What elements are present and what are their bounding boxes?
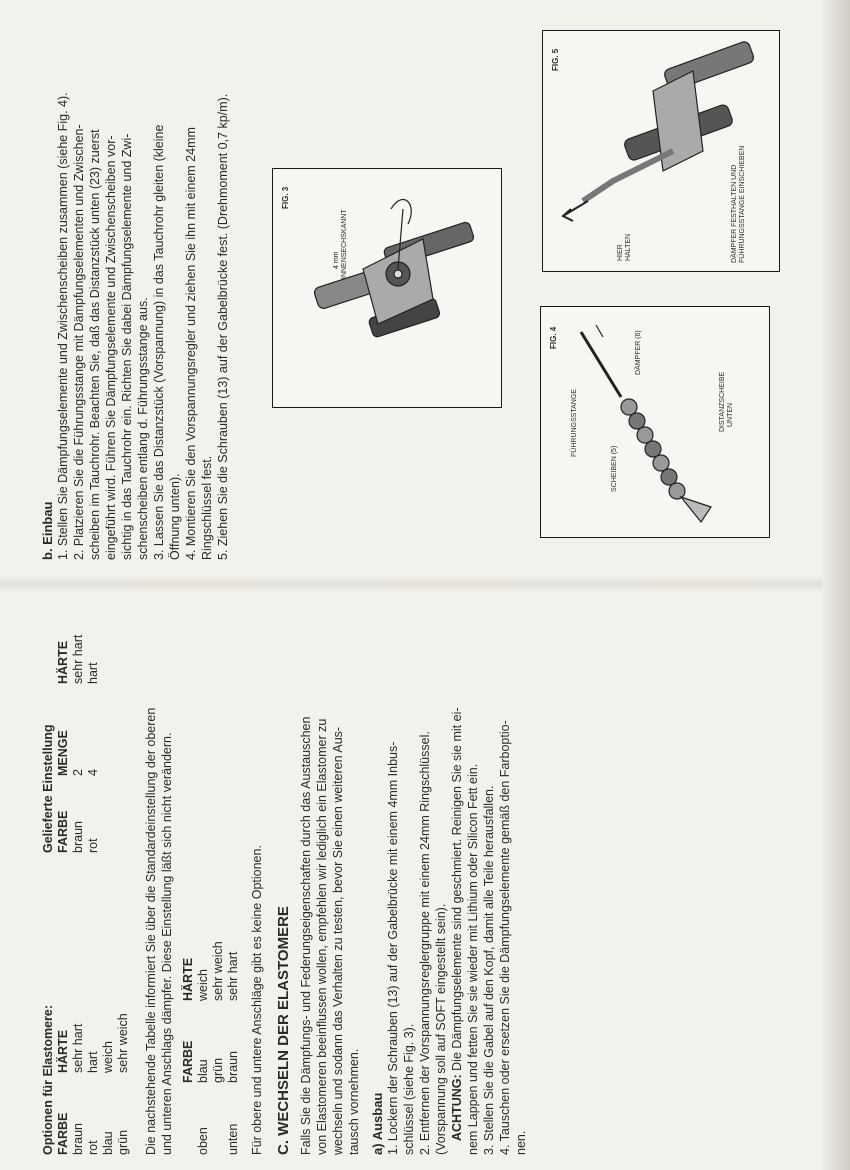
delivered-header: HÄRTE — [56, 640, 70, 684]
delivered-cell: 4 — [86, 769, 100, 776]
delivered-cell: sehr hart — [71, 634, 85, 684]
delivered-cell: braun — [71, 821, 85, 853]
no-options-note: Für obere und untere Anschläge gibt es keine Optionen. — [250, 845, 264, 1155]
figure-3-annotation: INNENSECHSKANNT — [341, 209, 348, 279]
figure-3 — [272, 168, 502, 408]
figure-5-annotation: HALTEN — [625, 233, 632, 261]
einbau-line: schenscheiben entlang d. Führungsstange aus. — [136, 297, 150, 560]
figure-3-annotation: 4 mm — [333, 251, 340, 269]
options-cell: sehr weich — [116, 1013, 130, 1073]
ausbau-line: nen. — [514, 1130, 528, 1155]
standard-cell: oben — [196, 1127, 210, 1155]
figure-4-annotation: FÜHRUNGSSTANGE — [571, 389, 578, 457]
fork-crown-illustration — [273, 169, 501, 407]
figure-4-annotation: DÄMPFER (6) — [635, 330, 642, 375]
ausbau-line: (Vorspannung soll auf SOFT eingestellt sein). — [434, 903, 448, 1155]
figure-5 — [542, 30, 780, 272]
einbau-line: Ringschlüssel fest. — [200, 455, 214, 560]
standard-cell: unten — [226, 1123, 240, 1155]
einbau-line: scheiben im Tauchrohr. Beachten Sie, daß das Distanzstück unten (23) zuerst — [88, 129, 102, 560]
einbau-heading: b. Einbau — [40, 501, 55, 560]
standard-cell: blau — [196, 1059, 210, 1083]
einbau-line: eingeführt wird. Führen Sie Dämpfungselemente und Zwischenscheiben vor- — [104, 135, 118, 560]
options-cell: grün — [116, 1129, 130, 1155]
figure-4-label: FIG. 4 — [549, 326, 558, 349]
intro-line: und unteren Anschlags dämpfer. Diese Einstellung läßt sich nicht verändern. — [160, 732, 174, 1155]
standard-table — [181, 595, 241, 1155]
standard-cell: braun — [226, 1051, 240, 1083]
einbau-line: 2. Platzieren Sie die Führungsstange mit Dämpfungselementen und Zwischen- — [72, 124, 86, 560]
options-cell: rot — [86, 1140, 100, 1155]
figure-4-annotation: UNTEN — [727, 402, 734, 427]
options-cell: sehr hart — [71, 1023, 85, 1073]
standard-cell: sehr hart — [226, 951, 240, 1001]
standard-cell: weich — [196, 969, 210, 1001]
delivered-cell: hart — [86, 662, 100, 684]
delivered-header: MENGE — [56, 730, 70, 776]
ausbau-line: 1. Lockern der Schrauben (13) auf der Gabelbrücke mit einem 4mm Inbus- — [386, 741, 400, 1155]
section-c-line: tausch vornehmen. — [347, 1048, 361, 1155]
ausbau-line: 2. Entfernen der Vorspannungsreglergruppe mit einem 24mm Ringschlüssel. — [418, 731, 432, 1155]
page-fold — [0, 575, 850, 593]
delivered-table — [40, 604, 131, 853]
delivered-cell: rot — [86, 838, 100, 853]
figure-4-annotation: DISTANZSCHEIBE — [719, 371, 726, 432]
ausbau-heading: a) Ausbau — [370, 1092, 385, 1155]
standard-header: HÄRTE — [181, 957, 195, 1001]
einbau-line: sichtig in das Tauchrohr ein. Richten Sie dabei Dämpfungselemente und Zwi- — [120, 133, 134, 560]
standard-cell — [211, 1095, 226, 1155]
delivered-title: Gelieferte Einstellung — [41, 724, 55, 853]
options-cell: weich — [101, 1041, 115, 1073]
options-cell: blau — [101, 1131, 115, 1155]
options-header: HÄRTE — [56, 1029, 70, 1073]
ausbau-line: schlüssel (siehe Fig. 3). — [402, 1023, 416, 1155]
section-c-line: Falls Sie die Dämpfungs- und Federungseigenschaften durch das Austauschen — [299, 716, 313, 1155]
lower-page — [40, 595, 528, 1155]
einbau-line: 3. Lassen Sie das Distanzstück (Vorspannung) in das Tauchrohr gleiten (kleine — [152, 124, 166, 560]
options-header: FARBE — [56, 1112, 70, 1155]
figure-5-annotation: HIER — [617, 244, 624, 261]
standard-cell: grün — [211, 1057, 225, 1083]
figure-5-annotation: DÄMPFER FESTHALTEN UND — [731, 164, 738, 263]
options-table — [40, 983, 131, 1155]
einbau-line: 4. Montieren Sie den Vorspannungsregler und ziehen Sie ihn mit einem 24mm — [184, 127, 198, 560]
options-cell: braun — [71, 1123, 85, 1155]
einbau-line: 5. Ziehen Sie die Schrauben (13) auf der Gabelbrücke fest. (Drehmoment 0,7 kp/m). — [216, 93, 230, 560]
figure-4-annotation: SCHEIBEN (5) — [611, 445, 618, 492]
delivered-cell: 2 — [71, 769, 85, 776]
options-cell: hart — [86, 1051, 100, 1073]
options-title: Optionen für Elastomere: — [41, 1004, 55, 1155]
intro-line: Die nachstehende Tabelle informiert Sie über die Standardeinstellung der oberen — [144, 707, 158, 1155]
upper-page — [40, 20, 280, 560]
section-c-line: von Elastomeren beeinflussen wollen, empfehlen wir lediglich ein Elastomer zu — [315, 718, 329, 1155]
ausbau-line: 3. Stellen Sie die Gabel auf den Kopf, damit alle Teile herausfallen. — [482, 785, 496, 1155]
figure-5-annotation: FÜHRUNGSSTANGE EINSCHIEBEN — [739, 145, 746, 263]
section-c-line: wechseln und sodann das Verhalten zu testen, bevor Sie einen weiteren Aus- — [331, 726, 345, 1155]
option-tables — [40, 595, 131, 1155]
page-edge — [822, 0, 850, 1170]
standard-header: FARBE — [181, 1040, 195, 1083]
ausbau-line: 4. Tauschen oder ersetzen Sie die Dämpfungselemente gemäß den Farboptio- — [498, 720, 512, 1155]
section-c-heading: C. WECHSELN DER ELASTOMERE — [275, 906, 292, 1155]
figure-4 — [540, 306, 770, 538]
einbau-line: Öffnung unten). — [168, 473, 182, 560]
achtung-line: nem Lappen und fetten Sie sie wieder mit Lithium oder Silicon Fett ein. — [466, 763, 480, 1155]
figure-3-label: FIG. 3 — [281, 186, 290, 209]
einbau-line: 1. Stellen Sie Dämpfungselemente und Zwischenscheiben zusammen (siehe Fig. 4). — [56, 92, 70, 560]
achtung-label: ACHTUNG: — [450, 1074, 464, 1141]
achtung-line — [449, 595, 465, 1155]
delivered-header: FARBE — [56, 810, 70, 853]
figure-5-label: FIG. 5 — [551, 48, 560, 71]
achtung-text: Die Dämpfungselemente sind geschmiert. Reinigen Sie sie mit ei- — [450, 707, 464, 1075]
standard-cell: sehr weich — [211, 941, 225, 1001]
